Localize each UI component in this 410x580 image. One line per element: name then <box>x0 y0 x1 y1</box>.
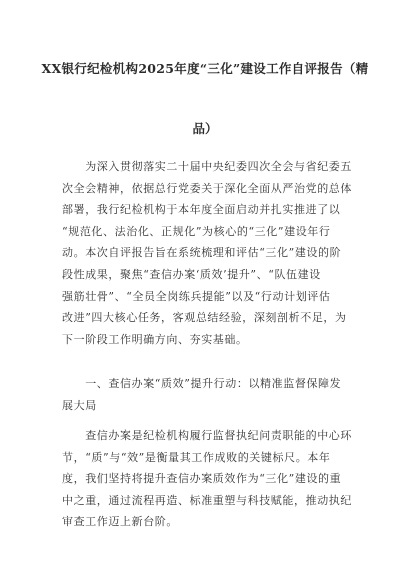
text-line: 强筋壮骨”、“全员全岗练兵提能”以及“行动计划评估 <box>62 289 331 303</box>
text-line: 中之重，通过流程再造、标准重塑与科技赋能，推动执纪 <box>62 493 352 507</box>
text-line: 改进”四大核心任务，客观总结经验，深刻剖析不足，为 <box>62 311 347 325</box>
text-line: 展大局 <box>62 398 97 412</box>
text-line: “规范化、法治化、正规化”为核心的“三化”建设年行 <box>62 224 331 238</box>
text-line: 为深入贯彻落实二十届中央纪委四次全会与省纪委五 <box>62 160 352 173</box>
text-line: 审查工作迈上新台阶。 <box>62 515 178 529</box>
text-line: 节，“质”与“效”是衡量其工作成败的关键标尺。本年 <box>62 450 331 464</box>
text-line: 查信办案是纪检机构履行监督执纪问责职能的中心环 <box>62 429 352 442</box>
section-1-paragraph <box>62 425 362 533</box>
text-line: 下一阶段工作明确方向、夯实基础。 <box>62 332 248 346</box>
text-line: 次全会精神，依据总行党委关于深化全面从严治党的总体 <box>62 181 352 195</box>
text-line: 部署，我行纪检机构于本年度全面启动并扎实推进了以 <box>62 203 341 217</box>
text-line: 度，我们坚持将提升查信办案质效作为“三化”建设的重 <box>62 472 342 486</box>
intro-paragraph <box>62 156 362 350</box>
text-line: 段性成果，聚焦“查信办案‘质效’提升”、“队伍建设 <box>62 267 321 281</box>
report-title: XX银行纪检机构2025年度“三化”建设工作自评报告（精 <box>41 61 369 76</box>
section-heading-1 <box>62 373 362 416</box>
text-line: 一、查信办案“质效”提升行动：以精准监督保障发 <box>62 377 342 390</box>
text-line: 动。本次自评报告旨在系统梳理和评估“三化”建设的阶 <box>62 246 342 260</box>
report-title-continuation: 品） <box>192 121 218 136</box>
